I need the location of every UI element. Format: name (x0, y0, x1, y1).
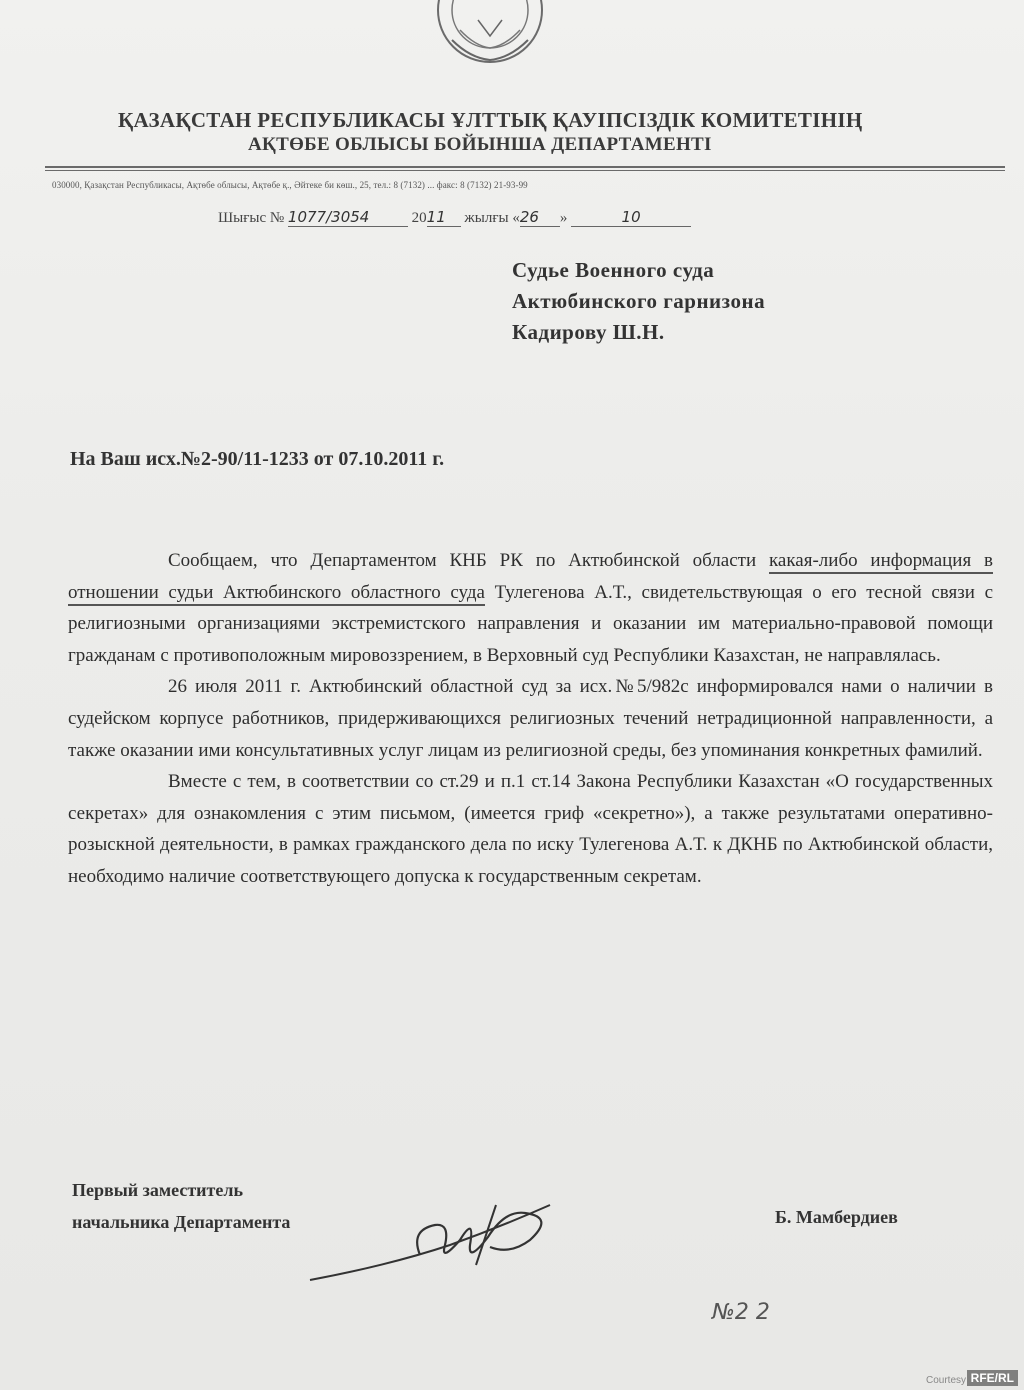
state-emblem-icon (430, 0, 550, 70)
registration-line (218, 208, 691, 227)
signer-title-line-2: начальника Департамента (72, 1212, 291, 1232)
letter-body (68, 545, 993, 893)
registration-number: 1077/3054 (288, 208, 408, 227)
addressee-block (512, 255, 765, 348)
registration-day: 26 (520, 208, 560, 227)
signer-title (72, 1174, 290, 1238)
registration-close: » (559, 210, 568, 226)
registration-prefix: Шығыс № (218, 210, 285, 226)
agency-credit: RFE/RL (967, 1370, 1018, 1386)
signer-title-line-1: Первый заместитель (72, 1180, 243, 1200)
handwritten-signature (300, 1185, 600, 1295)
paragraph-1-b: какая-либо информация в отношении судьи Актюбинского областного суда (68, 550, 993, 606)
registration-month: 10 (571, 208, 691, 227)
paragraph-1 (68, 545, 993, 671)
paragraph-1-a: Сообщаем, что Департаментом КНБ РК по Актюбинской области (168, 550, 769, 571)
addressee-line-2: Актюбинского гарнизона (512, 289, 766, 313)
addressee-line-1: Судье Военного суда (512, 258, 715, 282)
addressee-line-3: Кадирову Ш.Н. (512, 320, 665, 344)
header-line-2: АҚТӨБЕ ОБЛЫСЫ БОЙЫНША ДЕПАРТАМЕНТІ (248, 134, 712, 155)
header-address: 030000, Қазақстан Республикасы, Ақтөбе облысы, Ақтөбе қ., Әйтеке би көш., 25, тел.: 8 (7132) ... факс: 8 (7132) 21-93-99 (52, 180, 528, 190)
paragraph-2: 26 июля 2011 г. Актюбинский областной суд за исх.№5/982с информировался нами о наличии в судейском корпусе работников, придерживающихся религиозных течений нетрадиционной направленности, а также оказании ими консультативных услуг лицам из религиозной среды, без упоминания конкретных фамилий. (68, 676, 993, 761)
registration-mid: жылғы « (464, 210, 520, 226)
paragraph-1-c: Тулегенова А.Т., свидетельствующая о его тесной связи с религиозными организациями экстремистского направления и оказании им материально-правовой помощи гражданам с противоположным мировоззрением, в Верховный суд Республики Казахстан, не направлялась. (68, 581, 993, 666)
header-divider-thin (45, 170, 1005, 171)
registration-year-suffix: 11 (427, 208, 461, 227)
registration-year-prefix: 20 (411, 210, 427, 226)
reference-line: На Ваш исх.№2-90/11-1233 от 07.10.2011 г. (70, 448, 445, 470)
header-line-1: ҚАЗАҚСТАН РЕСПУБЛИКАСЫ ҰЛТТЫҚ ҚАУІПСІЗДІК КОМИТЕТІНІҢ (118, 108, 863, 132)
courtesy-label: Courtesy (925, 1375, 966, 1386)
signer-name: Б. Мамбердиев (775, 1207, 898, 1227)
header-divider (45, 166, 1005, 168)
registration-stamp: №2 2 (712, 1300, 770, 1325)
paragraph-3: Вместе с тем, в соответствии со ст.29 и п.1 ст.14 Закона Республики Казахстан «О государственных секретах» для ознакомления с этим письмом, (имеется гриф «секретно»), а также результатами оперативно-розыскной деятельности, в рамках гражданского дела по иску Тулегенова А.Т. к ДКНБ по Актюбинской области, необходимо наличие соответствующего допуска к государственным секретам. (68, 771, 993, 887)
